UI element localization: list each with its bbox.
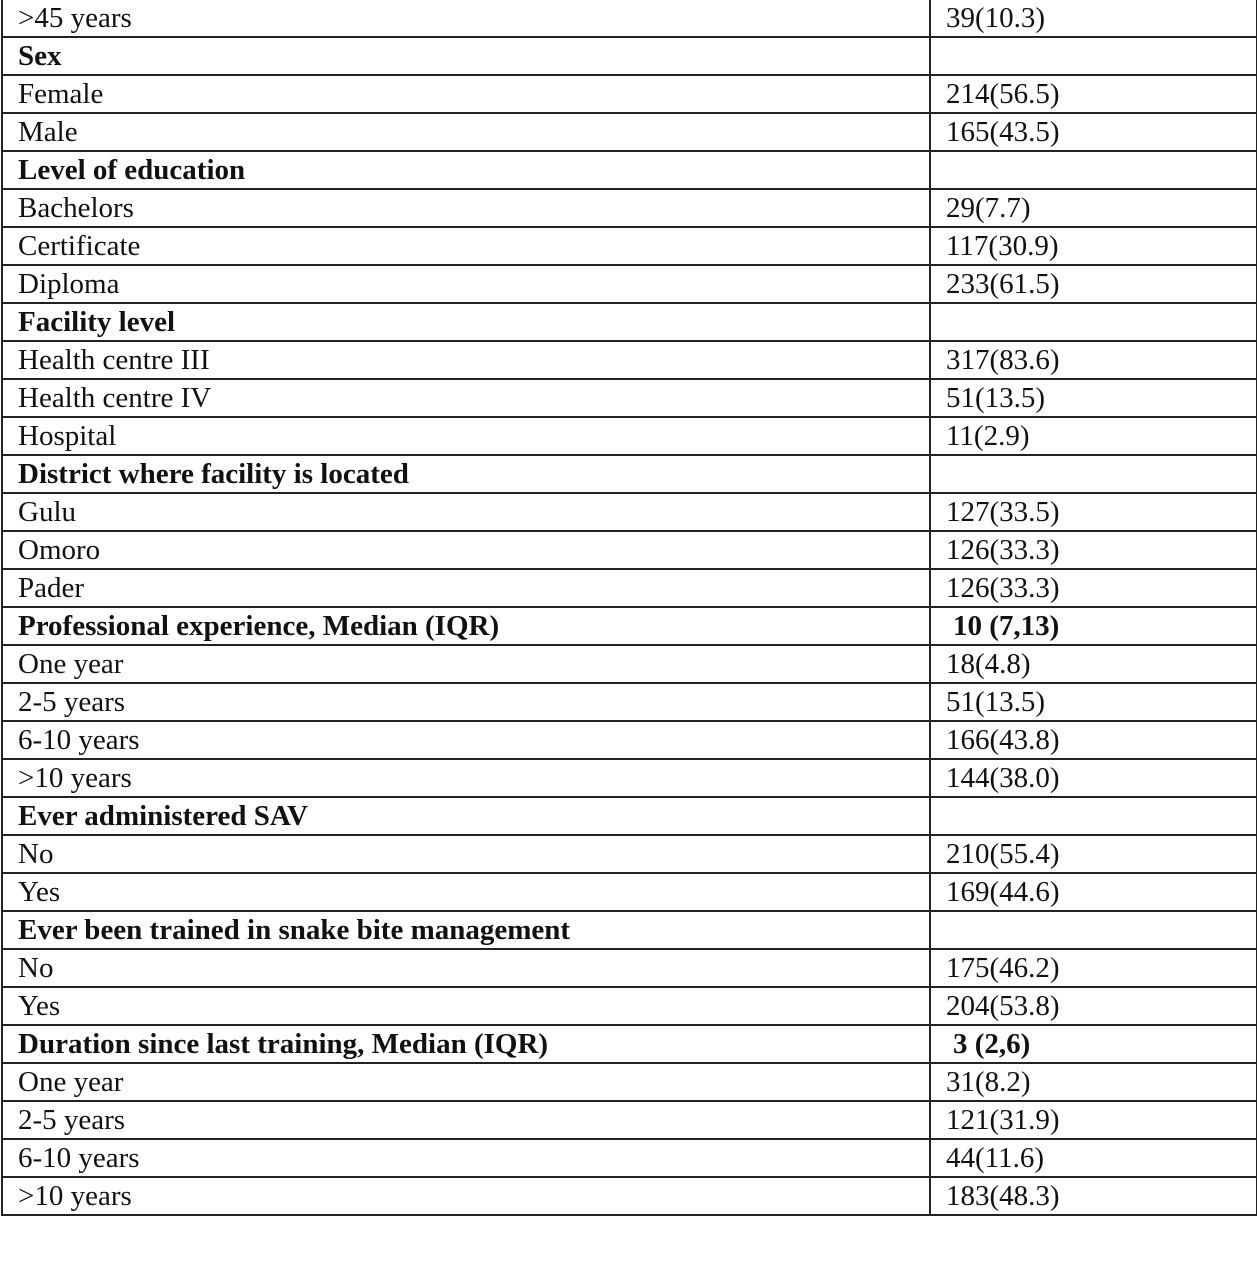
section-value bbox=[930, 911, 1257, 949]
characteristics-table bbox=[1, 0, 1257, 1216]
row-label: Pader bbox=[2, 569, 930, 607]
table-row bbox=[2, 113, 1257, 151]
row-value: 121(31.9) bbox=[930, 1101, 1257, 1139]
section-value: 10 (7,13) bbox=[930, 607, 1257, 645]
section-header-row bbox=[2, 911, 1257, 949]
row-value: 169(44.6) bbox=[930, 873, 1257, 911]
row-label: Bachelors bbox=[2, 189, 930, 227]
table-row bbox=[2, 683, 1257, 721]
table-row bbox=[2, 0, 1257, 37]
section-label: Ever administered SAV bbox=[2, 797, 930, 835]
row-label: >10 years bbox=[2, 1177, 930, 1215]
row-value: 127(33.5) bbox=[930, 493, 1257, 531]
row-label: No bbox=[2, 835, 930, 873]
section-value bbox=[930, 797, 1257, 835]
row-value: 175(46.2) bbox=[930, 949, 1257, 987]
table-row bbox=[2, 379, 1257, 417]
row-value: 29(7.7) bbox=[930, 189, 1257, 227]
row-value: 51(13.5) bbox=[930, 683, 1257, 721]
table-row bbox=[2, 721, 1257, 759]
row-value: 317(83.6) bbox=[930, 341, 1257, 379]
row-value: 126(33.3) bbox=[930, 531, 1257, 569]
table-row bbox=[2, 417, 1257, 455]
table-row bbox=[2, 1139, 1257, 1177]
section-value bbox=[930, 303, 1257, 341]
table-row bbox=[2, 75, 1257, 113]
row-value: 233(61.5) bbox=[930, 265, 1257, 303]
table-row bbox=[2, 1101, 1257, 1139]
table-row bbox=[2, 1177, 1257, 1215]
table-row bbox=[2, 1063, 1257, 1101]
row-label: Hospital bbox=[2, 417, 930, 455]
section-label: Duration since last training, Median (IQR) bbox=[2, 1025, 930, 1063]
row-label: Health centre III bbox=[2, 341, 930, 379]
section-header-row bbox=[2, 1025, 1257, 1063]
row-value: 31(8.2) bbox=[930, 1063, 1257, 1101]
row-label: Diploma bbox=[2, 265, 930, 303]
row-label: Omoro bbox=[2, 531, 930, 569]
table-row bbox=[2, 835, 1257, 873]
section-value: 3 (2,6) bbox=[930, 1025, 1257, 1063]
row-label: Yes bbox=[2, 873, 930, 911]
row-value: 39(10.3) bbox=[930, 0, 1257, 37]
row-label: Female bbox=[2, 75, 930, 113]
row-value: 126(33.3) bbox=[930, 569, 1257, 607]
section-header-row bbox=[2, 37, 1257, 75]
row-label: Health centre IV bbox=[2, 379, 930, 417]
row-label: >10 years bbox=[2, 759, 930, 797]
row-value: 214(56.5) bbox=[930, 75, 1257, 113]
row-value: 210(55.4) bbox=[930, 835, 1257, 873]
section-label: Level of education bbox=[2, 151, 930, 189]
table-row bbox=[2, 265, 1257, 303]
row-label: Gulu bbox=[2, 493, 930, 531]
section-header-row bbox=[2, 797, 1257, 835]
row-label: One year bbox=[2, 645, 930, 683]
row-label: 2-5 years bbox=[2, 683, 930, 721]
row-label: Yes bbox=[2, 987, 930, 1025]
row-value: 183(48.3) bbox=[930, 1177, 1257, 1215]
section-header-row bbox=[2, 303, 1257, 341]
row-value: 204(53.8) bbox=[930, 987, 1257, 1025]
table-row bbox=[2, 645, 1257, 683]
row-value: 18(4.8) bbox=[930, 645, 1257, 683]
row-label: 2-5 years bbox=[2, 1101, 930, 1139]
table-row bbox=[2, 189, 1257, 227]
table-row bbox=[2, 987, 1257, 1025]
row-label: 6-10 years bbox=[2, 1139, 930, 1177]
section-value bbox=[930, 151, 1257, 189]
table-row bbox=[2, 227, 1257, 265]
table-body bbox=[2, 0, 1257, 1215]
section-header-row bbox=[2, 151, 1257, 189]
table-row bbox=[2, 759, 1257, 797]
section-value bbox=[930, 455, 1257, 493]
section-label: Professional experience, Median (IQR) bbox=[2, 607, 930, 645]
table-row bbox=[2, 569, 1257, 607]
section-header-row bbox=[2, 607, 1257, 645]
row-label: No bbox=[2, 949, 930, 987]
row-value: 51(13.5) bbox=[930, 379, 1257, 417]
row-value: 144(38.0) bbox=[930, 759, 1257, 797]
row-value: 117(30.9) bbox=[930, 227, 1257, 265]
row-label: Certificate bbox=[2, 227, 930, 265]
row-label: Male bbox=[2, 113, 930, 151]
table-row bbox=[2, 531, 1257, 569]
section-header-row bbox=[2, 455, 1257, 493]
table-row bbox=[2, 493, 1257, 531]
row-label: 6-10 years bbox=[2, 721, 930, 759]
section-value bbox=[930, 37, 1257, 75]
row-value: 166(43.8) bbox=[930, 721, 1257, 759]
row-value: 11(2.9) bbox=[930, 417, 1257, 455]
section-label: Sex bbox=[2, 37, 930, 75]
row-label: One year bbox=[2, 1063, 930, 1101]
table-row bbox=[2, 873, 1257, 911]
table-row bbox=[2, 341, 1257, 379]
row-label: >45 years bbox=[2, 0, 930, 37]
section-label: Facility level bbox=[2, 303, 930, 341]
row-value: 165(43.5) bbox=[930, 113, 1257, 151]
section-label: District where facility is located bbox=[2, 455, 930, 493]
row-value: 44(11.6) bbox=[930, 1139, 1257, 1177]
table-row bbox=[2, 949, 1257, 987]
section-label: Ever been trained in snake bite management bbox=[2, 911, 930, 949]
